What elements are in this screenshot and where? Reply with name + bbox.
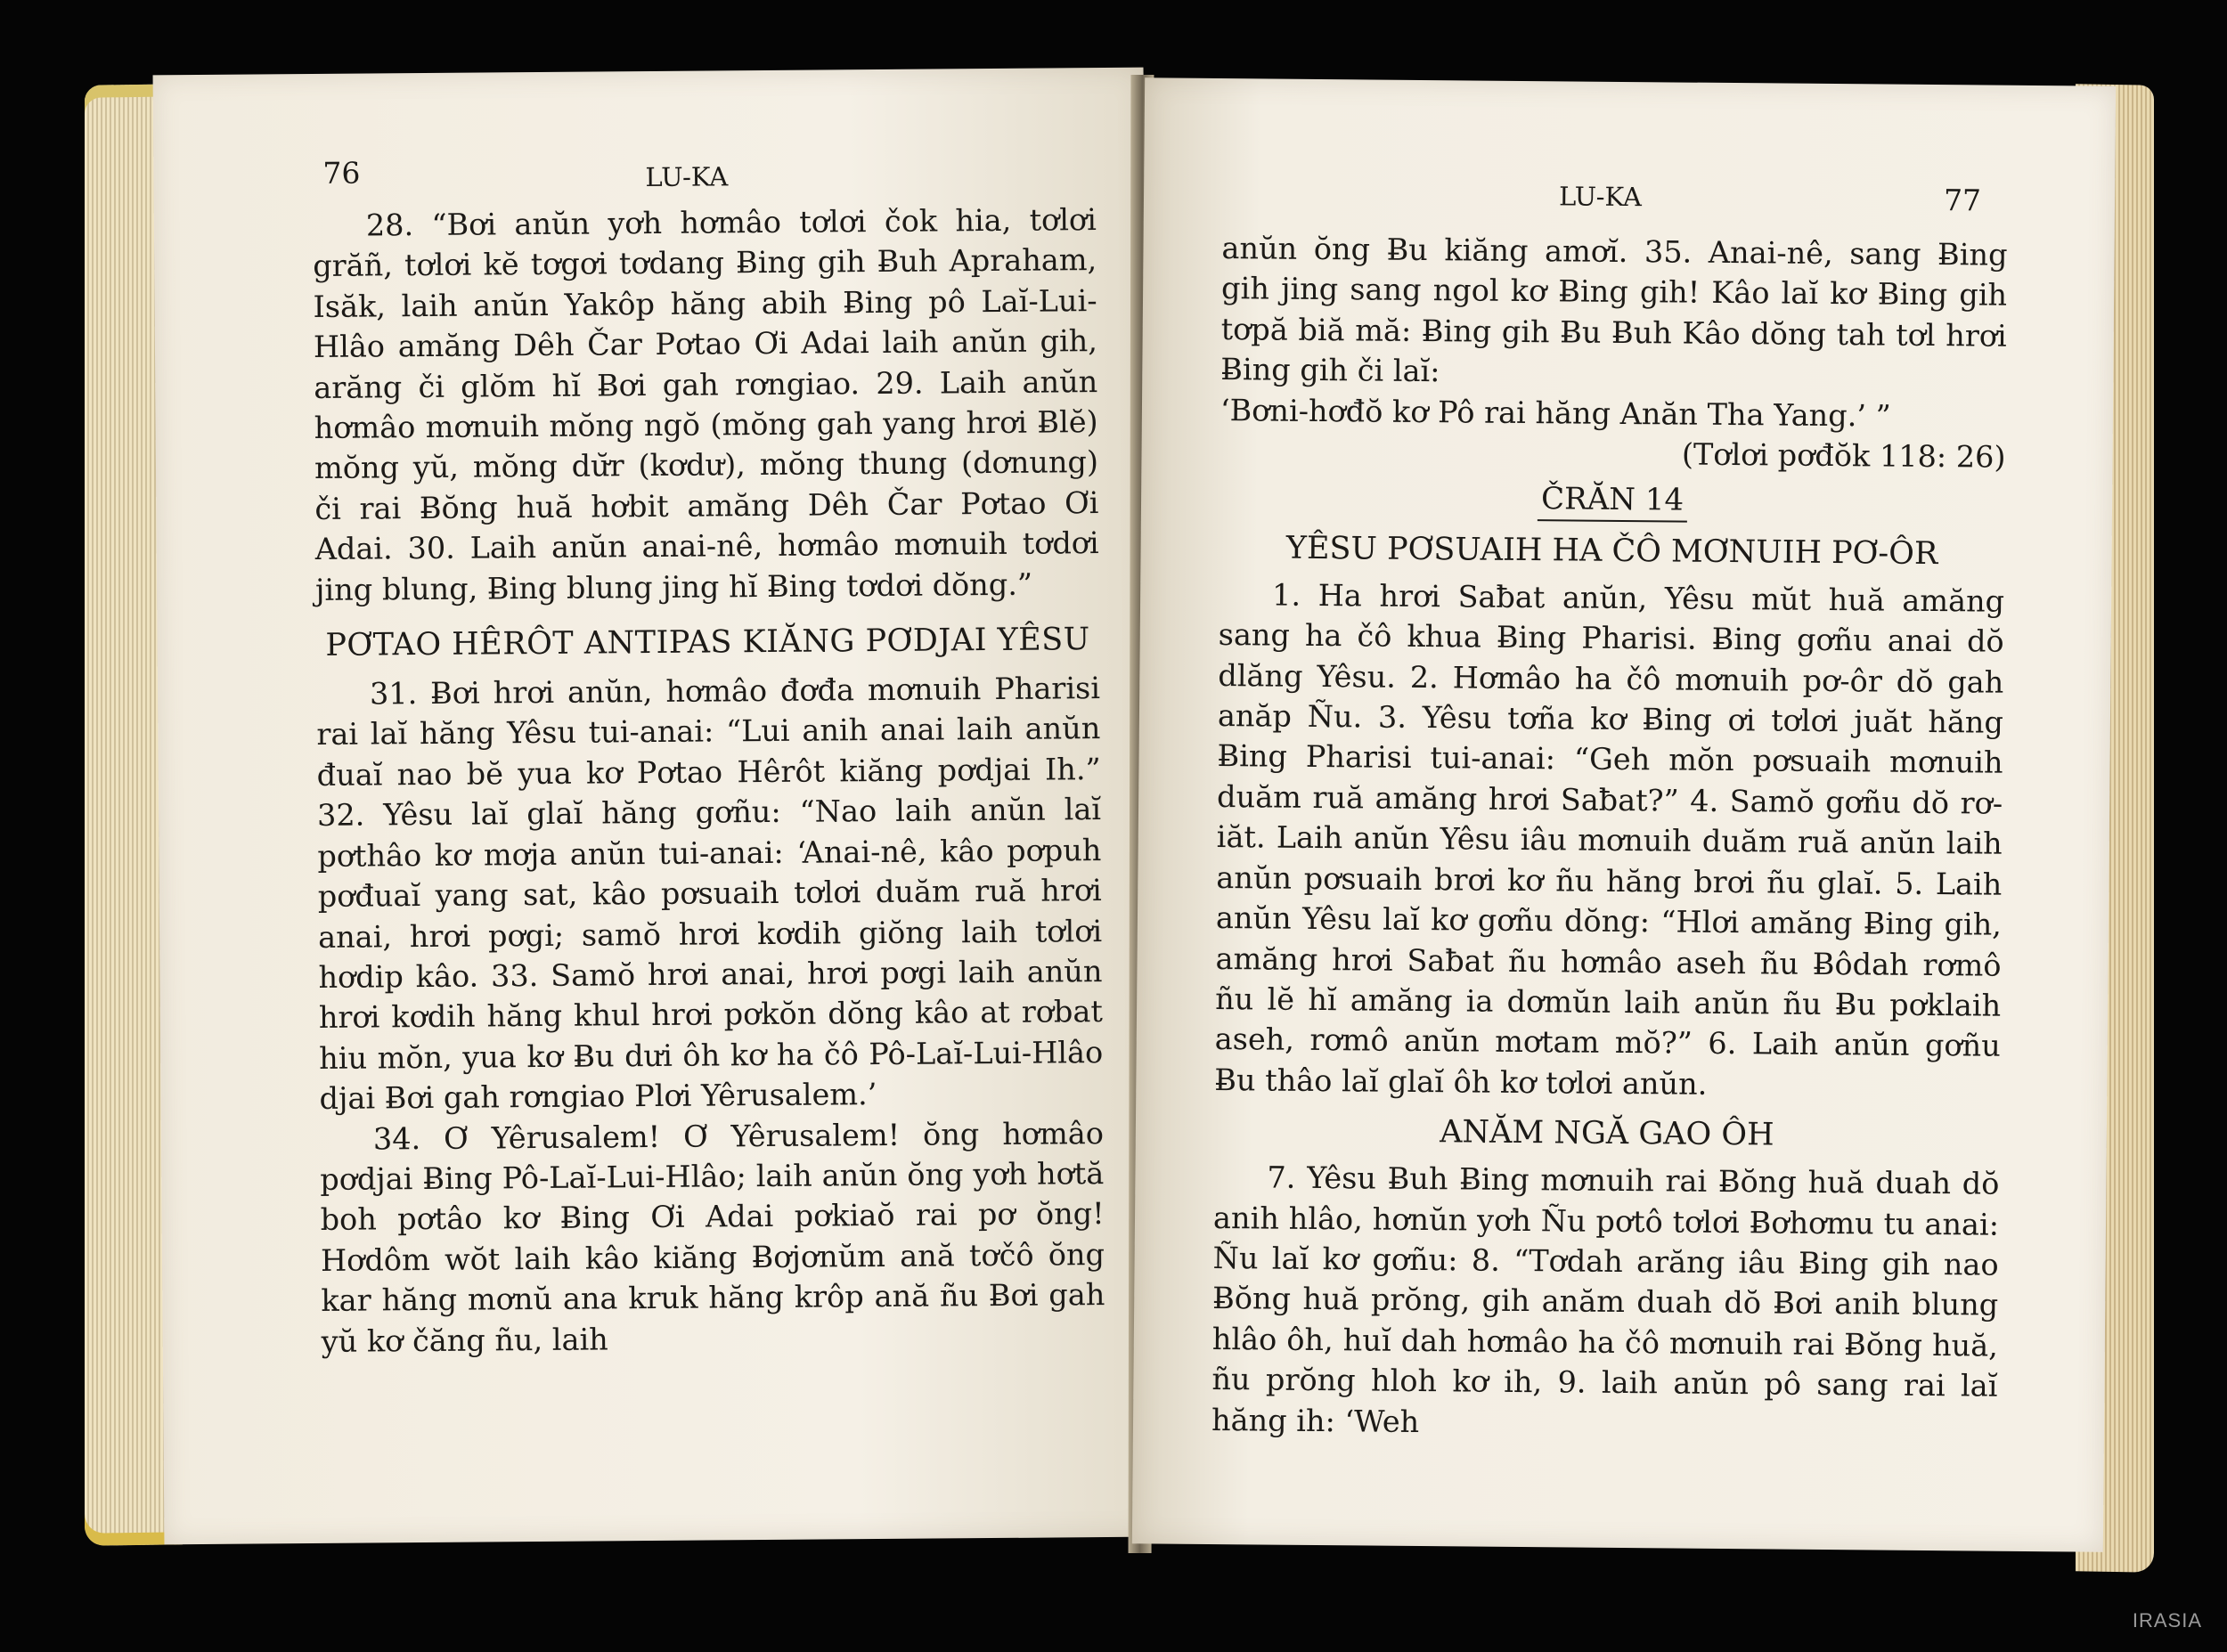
chapter-title xyxy=(1220,476,2005,524)
page-number: 76 xyxy=(322,155,361,191)
paragraph: 1. Ha hrơi Saƀat anŭn, Yêsu mŭt huă amăng sang ha čô khua Ƀing Pharisi. Ƀing gơñu anai dŏ dlăng Yêsu. 2. Hơmâo ha čô mơnuih pơ-ôr dŏ gah anăp Ñu. 3. Yêsu tơña kơ Ƀing ơi tơlơi juăt hăng Ƀing Pharisi tui-anai: “Geh mŏn pơsuaih mơnuih duăm ruă amăng hrơi Saƀat?” 4. Samŏ gơñu dŏ rơ-iăt. Laih anŭn Yêsu iâu mơnuih duăm ruă anŭn laih anŭn pơsuaih brơi kơ ñu hăng brơi ñu glaĭ. 5. Laih anŭn Yêsu laĭ kơ gơñu dŏng: “Hlơi amăng Ƀing gih, amăng hrơi Saƀat ñu hơmâo aseh ñu Ƀôdah rơmô ñu lĕ hĭ amăng ia dơmŭn laih anŭn ñu Ƀu pơklaih aseh, rơmô anŭn mơtam mŏ?” 6. Laih anŭn gơñu Ƀu thâo laĭ glaĭ ôh kơ tơlơi anŭn. xyxy=(1214,577,2005,1102)
running-head: LU-KA xyxy=(1558,181,1643,213)
paragraph: 7. Yêsu Ƀuh Ƀing mơnuih rai Ƀŏng huă duah dŏ anih hlâo, hơnŭn yơh Ñu pơtô tơlơi Ƀơhơmu tu anai: Ñu laĭ kơ gơñu: 8. “Tơdah arăng iâu Ƀing gih nao Ƀŏng huă prŏng, gih anăm duah dŏ Ƀơi anih blung hlâo ôh, huĭ dah hơmâo ha čô mơnuih rai Ƀŏng huă, ñu prŏng hloh kơ ih, 9. laih anŭn pô sang rai laĭ hăng ih: ‘Weh xyxy=(1211,1160,2000,1439)
chapter-label: ČRĂN 14 xyxy=(1538,482,1687,523)
paragraph: 31. Ƀơi hrơi anŭn, hơmâo đơđa mơnuih Pharisi rai laĭ hăng Yêsu tui-anai: “Lui anih anai laih anŭn đuaĭ nao bĕ yua kơ Pơtao Hêrôt kiăng pơdjai Ih.” 32. Yêsu laĭ glaĭ hăng gơñu: “Nao laih anŭn laĭ pơthâo kơ mơja anŭn tui-anai: ‘Anai-nê, kâo pơpuh pơđuaĭ yang sat, kâo pơsuaih tơlơi duăm ruă hrơi anai, hrơi pơgi; samŏ hrơi kơdih giŏng laih tơlơi hơdip kâo. 33. Samŏ hrơi anai, hrơi pơgi laih anŭn hrơi kơdih hăng khul hrơi pơkŏn dŏng kâo at rơbat hiu mŏn, yua kơ Ƀu dưi ôh kơ ha čô Pô-Laĭ-Lui-Hlâo djai Ƀơi gah rơngiao Plơi Yêrusalem.’ xyxy=(316,671,1104,1117)
right-page-body xyxy=(1211,228,2008,1447)
watermark: IRASIA xyxy=(2132,1609,2202,1632)
page-number: 77 xyxy=(1943,183,1982,218)
right-page xyxy=(1132,77,2116,1551)
left-page-body xyxy=(313,199,1105,1362)
scripture-citation: (Tơlơi pơđŏk 118: 26) xyxy=(1681,436,2006,475)
section-heading: ANĂM NGĂ GAO ÔH xyxy=(1440,1114,1774,1153)
paragraph: 34. Ơ Yêrusalem! Ơ Yêrusalem! ŏng hơmâo pơdjai Ƀing Pô-Laĭ-Lui-Hlâo; laih anŭn ŏng yơh hơtă boh pơtâo kơ Ƀing Ơi Adai pơkiaŏ rai pơ ŏng! Hơdôm wŏt laih kâo kiăng Ƀơjơnŭm ană tơčô ŏng kar hăng mơnŭ ana kruk hăng krôp ană ñu Ƀơi gah yŭ kơ čăng ñu, laih xyxy=(320,1115,1105,1359)
paragraph: anŭn ŏng Ƀu kiăng amơĭ. 35. Anai-nê, sang Ƀing gih jing sang ngol kơ Ƀing gih! Kâo laĭ kơ Ƀing gih tơpă biă mă: Ƀing gih Ƀu Ƀuh Kâo dŏng tah tơl hrơi Ƀing gih či laĭ: xyxy=(1220,231,2008,389)
left-page xyxy=(153,68,1155,1545)
running-head: LU-KA xyxy=(645,161,729,193)
section-heading: YÊSU PƠSUAIH HA ČÔ MƠNUIH PƠ-ÔR xyxy=(1285,530,1938,572)
scripture-quote: ‘Bơni-hơđŏ kơ Pô rai hăng Anăn Tha Yang.’ ” xyxy=(1220,392,1891,434)
section-heading: PƠTAO HÊRÔT ANTIPAS KIĂNG PƠDJAI YÊSU xyxy=(325,622,1090,663)
paragraph: 28. “Bơi anŭn yơh hơmâo tơlơi čok hia, tơlơi grăñ, tơlơi kĕ tơgơi tơdang Ƀing gih Ƀuh Apraham, Isăk, laih anŭn Yakôp hăng abih Ƀing pô Laĭ-Lui-Hlâo amăng Dêh Čar Pơtao Ơi Adai laih anŭn gih, arăng či glŏm hĭ Ƀơi gah rơngiao. 29. Laih anŭn hơmâo mơnuih mŏng ngŏ (mŏng gah yang hrơi Ƀlĕ) mŏng yŭ, mŏng dư̆r (kơdư), mŏng thung (dơnung) či rai Ƀŏng huă hơbit amăng Dêh Čar Pơtao Ơi Adai. 30. Laih anŭn anai-nê, hơmâo mơnuih tơdơi jing blung, Ƀing blung jing hĭ Ƀing tơdơi dŏng.” xyxy=(313,202,1099,607)
